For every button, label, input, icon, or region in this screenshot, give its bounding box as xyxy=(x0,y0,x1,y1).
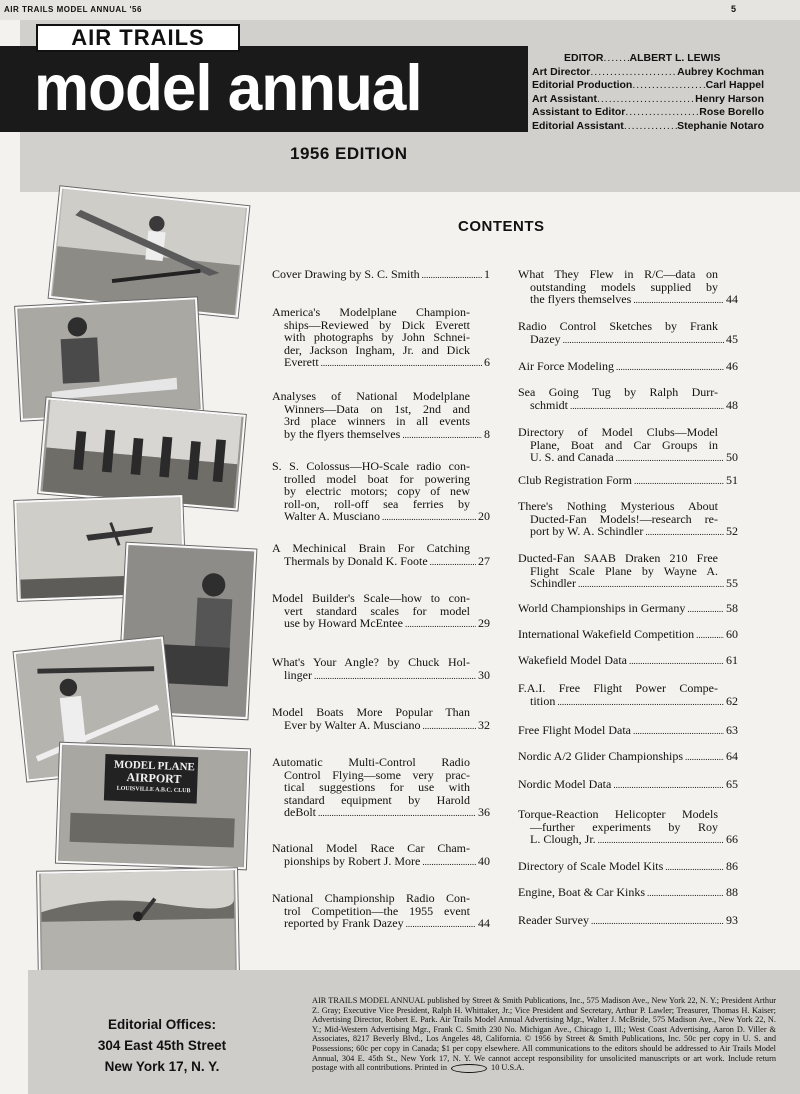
leader-dots xyxy=(598,833,724,847)
toc-entry-title: Nordic Model Data xyxy=(518,777,612,791)
toc-page-number: 65 xyxy=(726,777,738,791)
leader-dots xyxy=(578,577,724,591)
magazine-title-top: AIR TRAILS xyxy=(36,24,240,52)
imprint-text: AIR TRAILS MODEL ANNUAL published by Street & Smith Publications, Inc., 575 Madison Ave., New York 22, N. Y.; President Arthur Z. Gray; Executive Vice President, Ralph H. Whittaker, Jr.; Vice President and Secretary, Arthur P. Lawler; Treasurer, Thomas H. Kaiser; Advertising Director, Robert E. Park. Air Trails Model Annual Advertising Mgr., Walter J. McBride, 575 Madison Ave., New York 22, N. Y.; Mid-Western Advertising Mgr., Frank C. Smith 230 No. Michigan Ave., Chicago 1, Ill.; West Coast Advertising, Aaron D. Viller & Associates, 8217 Beverly Blvd., Los Angeles 48, California. © 1956 by Street & Smith Publications, Inc. 50c per copy in U. S. and Possessions; 60c per copy in Canada; $1 per copy elsewhere. All communications to the editors should be addressed to Air Trails Model Annual, 304 E. 45th St., New York 17, N. Y. We cannot accept responsibility for unsolicited manuscripts or art work. Include return postage with all contributions. Printed in xyxy=(312,996,776,1073)
leader-dots xyxy=(613,778,724,792)
toc-entry-title: Model Boats More Popular Than xyxy=(272,705,470,719)
toc-page-number: 27 xyxy=(478,553,490,568)
toc-page-number: 62 xyxy=(726,693,738,708)
leader-dots xyxy=(557,695,724,709)
toc-entry-title: Plane, Boat and Car Groups in xyxy=(530,437,718,452)
toc-entry-title: What They Flew in R/C—data on xyxy=(518,267,718,281)
toc-page-number: 1 xyxy=(484,267,490,281)
editorial-offices xyxy=(28,1014,296,1077)
staff-row xyxy=(532,120,764,134)
toc-entry-title: Free Flight Model Data xyxy=(518,723,631,737)
toc-entry-title: Nordic A/2 Glider Championships xyxy=(518,749,683,763)
toc-page-number: 36 xyxy=(478,805,490,820)
toc-entry-title: Cover Drawing by S. C. Smith xyxy=(272,267,420,281)
toc-page-number: 66 xyxy=(726,832,738,847)
toc-entry-title: port by W. A. Schindler xyxy=(530,524,644,539)
toc-entry-title: the flyers themselves xyxy=(530,292,632,307)
toc-page-number: 8 xyxy=(484,426,490,441)
toc-entry xyxy=(518,778,738,792)
photo-crowd-on-field xyxy=(38,397,246,510)
toc-entry xyxy=(518,682,738,708)
leader-dots xyxy=(696,628,724,642)
leader-dots xyxy=(632,79,705,93)
toc-page-number: 30 xyxy=(478,667,490,682)
staff-row xyxy=(532,106,764,120)
toc-entry-title: F.A.I. Free Flight Power Compe- xyxy=(518,681,718,695)
page-number: 5 xyxy=(730,4,736,14)
leader-dots xyxy=(422,268,482,282)
union-label-seal xyxy=(451,1064,487,1073)
toc-entry-title: with photographs by John Schnei- xyxy=(284,330,470,345)
toc-entry-title: vert standard scales for model xyxy=(284,603,470,618)
leader-dots xyxy=(616,360,724,374)
toc-page-number: 55 xyxy=(726,576,738,591)
offices-line-1: Editorial Offices: xyxy=(107,1017,217,1032)
leader-dots xyxy=(647,886,724,900)
staff-row xyxy=(532,66,764,80)
toc-entry xyxy=(518,724,738,738)
edition-label: 1956 EDITION xyxy=(290,144,408,163)
toc-page-number: 52 xyxy=(726,524,738,539)
toc-entry xyxy=(272,542,490,568)
toc-entry-title: der, Jackson Ingham, Jr. and Dick xyxy=(284,342,470,357)
toc-entry-title: U. S. and Canada xyxy=(530,450,614,465)
toc-page-number: 93 xyxy=(726,913,738,927)
staff-name: Carl Happel xyxy=(705,79,764,92)
toc-page-number: 51 xyxy=(726,473,738,487)
toc-entry xyxy=(518,602,738,616)
toc-page-number: 44 xyxy=(478,916,490,931)
toc-entry-title: pionships by Robert J. More xyxy=(284,853,421,868)
toc-entry xyxy=(272,592,490,631)
photo-model-plane-airport-sign xyxy=(56,743,250,870)
toc-entry xyxy=(272,842,490,868)
toc-page-number: 60 xyxy=(726,627,738,641)
toc-page-number: 46 xyxy=(726,359,738,373)
staff-role: Editorial Production xyxy=(532,79,633,92)
leader-dots xyxy=(382,510,476,524)
leader-dots xyxy=(687,602,724,616)
toc-entry-title: Walter A. Musciano xyxy=(284,509,381,524)
toc-entry-title: National Championship Radio Con- xyxy=(272,891,470,905)
toc-entry-title: Radio Control Sketches by Frank xyxy=(518,319,718,333)
leader-dots xyxy=(318,806,476,820)
leader-dots xyxy=(616,451,724,465)
leader-dots xyxy=(563,333,724,347)
magazine-title-main: model annual xyxy=(34,52,422,125)
leader-dots xyxy=(633,724,724,738)
staff-name: Henry Harson xyxy=(695,92,764,105)
toc-entry xyxy=(272,656,490,682)
toc-entry xyxy=(518,360,738,374)
offices-line-3: New York 17, N. Y. xyxy=(104,1059,220,1074)
staff-name: Stephanie Notaro xyxy=(677,119,764,132)
toc-entry xyxy=(272,268,490,282)
toc-entry xyxy=(518,860,738,874)
toc-entry-title: Dazey xyxy=(530,331,561,346)
toc-entry-title: Reader Survey xyxy=(518,913,589,927)
toc-entry-title: deBolt xyxy=(284,805,316,820)
toc-entry-title: use by Howard McEntee xyxy=(284,616,403,631)
toc-page-number: 64 xyxy=(726,749,738,763)
toc-page-number: 32 xyxy=(478,717,490,732)
toc-page-number: 40 xyxy=(478,853,490,868)
leader-dots xyxy=(645,525,724,539)
sign-line-1: MODEL PLANE xyxy=(113,758,196,774)
toc-entry-title: linger xyxy=(284,667,312,682)
staff-role: Assistant to Editor xyxy=(532,106,626,119)
toc-entry-title: schmidt xyxy=(530,397,568,412)
toc-page-number: 61 xyxy=(726,653,738,667)
toc-entry-title: —further experiments by Roy xyxy=(530,819,718,834)
toc-entry-title: by electric motors; copy of new xyxy=(284,484,470,499)
leader-dots xyxy=(629,654,724,668)
toc-entry-title: Schindler xyxy=(530,576,576,591)
imprint-country: 10 U.S.A. xyxy=(491,1063,525,1073)
toc-entry-title: Model Builder's Scale—how to con- xyxy=(272,591,470,605)
leader-dots xyxy=(603,52,629,66)
toc-entry-title: trolled model boat for powering xyxy=(284,471,470,486)
leader-dots xyxy=(405,617,476,631)
leader-dots xyxy=(314,669,476,683)
toc-entry xyxy=(518,500,738,539)
toc-entry-title: Directory of Model Clubs—Model xyxy=(518,425,718,439)
photo-collage xyxy=(14,190,254,990)
toc-page-number: 50 xyxy=(726,450,738,465)
publication-imprint xyxy=(312,996,776,1073)
leader-dots xyxy=(665,860,724,874)
leader-dots xyxy=(406,917,476,931)
toc-entry xyxy=(518,552,738,591)
running-head-strip xyxy=(0,0,800,20)
toc-page-number: 86 xyxy=(726,859,738,873)
toc-entry xyxy=(272,306,490,370)
toc-entry-title: 3rd place winners in all events xyxy=(284,414,470,429)
toc-entry xyxy=(518,426,738,465)
toc-entry-title: standard equipment by Harold xyxy=(284,792,470,807)
toc-entry-title: What's Your Angle? by Chuck Hol- xyxy=(272,655,470,669)
toc-entry-title: Ever by Walter A. Musciano xyxy=(284,717,421,732)
toc-entry-title: Winners—Data on 1st, 2nd and xyxy=(284,401,470,416)
toc-entry-title: trol Competition—the 1955 event xyxy=(284,903,470,918)
toc-entry-title: Wakefield Model Data xyxy=(518,653,627,667)
leader-dots xyxy=(591,914,724,928)
toc-page-number: 6 xyxy=(484,355,490,370)
leader-dots xyxy=(422,855,476,869)
toc-entry xyxy=(518,386,738,412)
toc-page-number: 45 xyxy=(726,331,738,346)
leader-dots xyxy=(570,399,724,413)
toc-entry-title: roll-on, roll-off sea ferries by xyxy=(284,496,470,511)
toc-entry-title: International Wakefield Competition xyxy=(518,627,695,641)
photo-launch-on-lake xyxy=(37,868,239,981)
toc-entry-title: Sea Going Tug by Ralph Durr- xyxy=(518,385,718,399)
toc-page-number: 58 xyxy=(726,601,738,615)
toc-entry-title: Air Force Modeling xyxy=(518,359,614,373)
contents-heading: CONTENTS xyxy=(458,218,545,235)
toc-entry xyxy=(518,268,738,307)
staff-row xyxy=(532,93,764,107)
toc-page-number: 29 xyxy=(478,616,490,631)
photo-boy-with-model-plane xyxy=(49,186,250,317)
toc-entry-title: National Model Race Car Cham- xyxy=(272,841,470,855)
toc-entry-title: America's Modelplane Champion- xyxy=(272,305,470,319)
toc-entry-title: Ducted-Fan Models!—research re- xyxy=(530,511,718,526)
running-head: AIR TRAILS MODEL ANNUAL '56 xyxy=(4,5,142,14)
toc-entry-title: Control Flying—some very prac- xyxy=(284,767,470,782)
toc-entry-title: Torque-Reaction Helicopter Models xyxy=(518,807,718,821)
toc-entry xyxy=(518,628,738,642)
toc-entry xyxy=(518,914,738,928)
toc-entry xyxy=(518,320,738,346)
toc-entry xyxy=(272,706,490,732)
sign-line-2: AIRPORT xyxy=(126,770,182,786)
airport-sign xyxy=(108,758,199,797)
leader-dots xyxy=(402,428,482,442)
toc-entry xyxy=(272,460,490,524)
toc-entry-title: by the flyers themselves xyxy=(284,426,401,441)
toc-entry-title: tition xyxy=(530,693,556,708)
toc-entry xyxy=(272,892,490,931)
toc-entry-title: Club Registration Form xyxy=(518,473,632,487)
leader-dots xyxy=(625,106,699,120)
staff-name: Aubrey Kochman xyxy=(677,65,764,78)
leader-dots xyxy=(634,474,724,488)
staff-role: Art Director xyxy=(532,65,591,78)
leader-dots xyxy=(321,356,482,370)
toc-entry-title: Flight Scale Plane by Wayne A. xyxy=(530,563,718,578)
toc-entry-title: S. S. Colossus—HO-Scale radio con- xyxy=(272,459,470,473)
staff-editor xyxy=(532,52,764,66)
leader-dots xyxy=(422,719,476,733)
toc-entry-title: reported by Frank Dazey xyxy=(284,916,404,931)
staff-name: Rose Borello xyxy=(699,106,764,119)
toc-entry xyxy=(518,474,738,488)
toc-page-number: 20 xyxy=(478,509,490,524)
toc-entry-title: Ducted-Fan SAAB Draken 210 Free xyxy=(518,551,718,565)
toc-entry-title: Automatic Multi-Control Radio xyxy=(272,755,470,769)
offices-line-2: 304 East 45th Street xyxy=(97,1038,227,1053)
toc-page-number: 44 xyxy=(726,292,738,307)
toc-entry-title: A Mechinical Brain For Catching xyxy=(272,541,470,555)
staff-role: Art Assistant xyxy=(532,92,597,105)
toc-entry-title: L. Clough, Jr. xyxy=(530,832,596,847)
staff-role: Editorial Assistant xyxy=(532,119,624,132)
toc-entry xyxy=(518,886,738,900)
leader-dots xyxy=(624,120,677,134)
sign-line-3: LOUISVILLE A.B.C. CLUB xyxy=(116,785,191,795)
toc-page-number: 88 xyxy=(726,885,738,899)
staff-list xyxy=(532,52,764,134)
toc-entry-title: Analyses of National Modelplane xyxy=(272,389,470,403)
toc-entry-title: Directory of Scale Model Kits xyxy=(518,859,664,873)
toc-entry-title: World Championships in Germany xyxy=(518,601,686,615)
toc-entry-title: There's Nothing Mysterious About xyxy=(518,499,718,513)
leader-dots xyxy=(430,555,476,569)
leader-dots xyxy=(590,66,677,80)
toc-page-number: 48 xyxy=(726,397,738,412)
toc-entry xyxy=(518,750,738,764)
toc-entry-title: tical suggestions for use with xyxy=(284,780,470,795)
leader-dots xyxy=(597,93,695,107)
leader-dots xyxy=(685,750,724,764)
leader-dots xyxy=(633,293,724,307)
toc-entry-title: Thermals by Donald K. Foote xyxy=(284,553,428,568)
toc-entry-title: Engine, Boat & Car Kinks xyxy=(518,885,645,899)
toc-entry xyxy=(518,654,738,668)
toc-entry-title: outstanding models supplied by xyxy=(530,279,718,294)
toc-entry-title: ships—Reviewed by Dick Everett xyxy=(284,317,470,332)
toc-page-number: 63 xyxy=(726,723,738,737)
staff-name: ALBERT L. LEWIS xyxy=(629,52,721,64)
toc-entry xyxy=(272,756,490,820)
staff-row xyxy=(532,79,764,93)
toc-entry-title: Everett xyxy=(284,355,319,370)
toc-entry xyxy=(518,808,738,847)
toc-entry xyxy=(272,390,490,441)
staff-role: EDITOR xyxy=(564,52,604,64)
